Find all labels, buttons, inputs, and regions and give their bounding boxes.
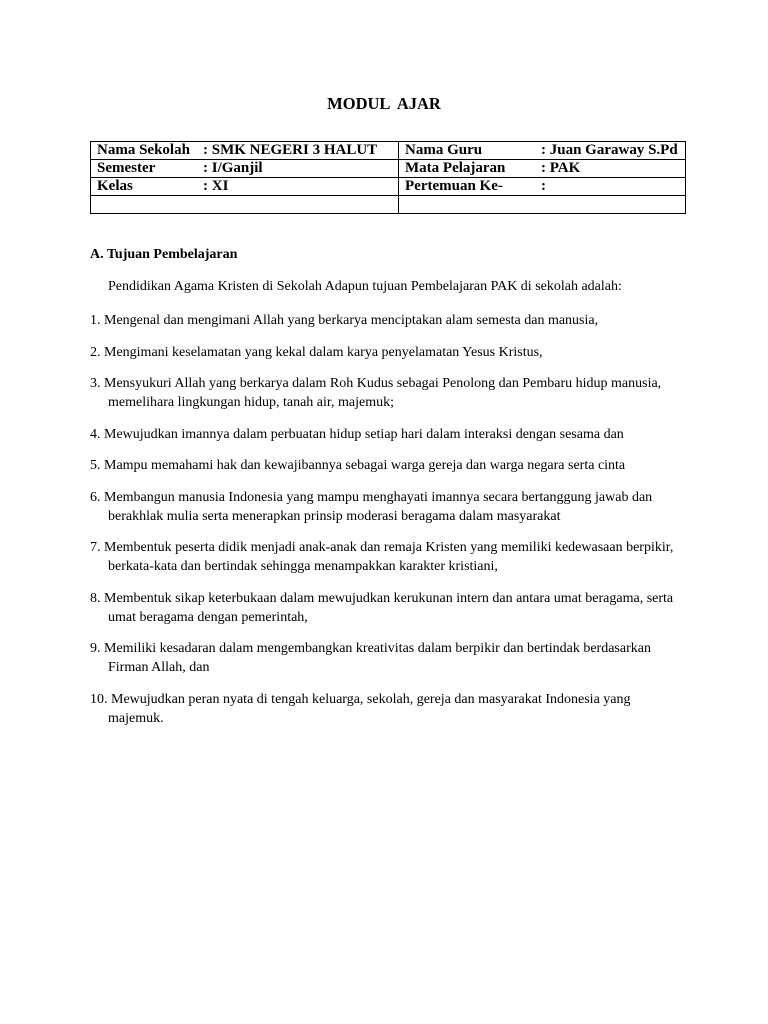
class-value: : XI (203, 178, 229, 194)
empty-cell (399, 196, 686, 214)
table-row (91, 178, 686, 196)
section-intro: Pendidikan Agama Kristen di Sekolah Adapun tujuan Pembelajaran PAK di sekolah adalah: (108, 279, 622, 294)
list-item-continuation: Firman Allah, dan (108, 660, 210, 675)
list-item (90, 311, 677, 330)
meeting-value: : (541, 178, 546, 194)
teacher-name-value: : Juan Garaway S.Pd (541, 142, 678, 158)
table-row (91, 196, 686, 214)
list-item (90, 425, 677, 444)
list-item-line: 5. Mampu memahami hak dan kewajibannya sebagai warga gereja dan warga negara serta cinta (90, 458, 626, 473)
list-item (90, 343, 677, 362)
semester-label: Semester (97, 160, 156, 176)
school-name-label: Nama Sekolah (97, 142, 190, 158)
list-item (90, 589, 677, 627)
subject-label: Mata Pelajaran (405, 160, 506, 176)
list-item (90, 374, 677, 412)
school-name-value: : SMK NEGERI 3 HALUT (203, 142, 378, 158)
list-item (90, 456, 677, 475)
objectives-list (90, 311, 677, 740)
subject-value: : PAK (541, 160, 581, 176)
list-item-line: 4. Mewujudkan imannya dalam perbuatan hidup setiap hari dalam interaksi dengan sesama dan (90, 426, 624, 442)
list-item (90, 538, 677, 576)
list-item-line: 1. Mengenal dan mengimani Allah yang berkarya menciptakan alam semesta dan manusia, (90, 313, 599, 328)
list-item-line: 8. Membentuk sikap keterbukaan dalam mewujudkan kerukunan intern dan antara umat beragama, serta (90, 590, 674, 606)
list-item-line: 3. Mensyukuri Allah yang berkarya dalam Roh Kudus sebagai Penolong dan Pembaru hidup manusia, (90, 376, 662, 391)
empty-cell (91, 196, 399, 214)
list-item-line: 7. Membentuk peserta didik menjadi anak-anak dan remaja Kristen yang memiliki kedewasaan berpikir, (90, 540, 674, 555)
semester-value: : I/Ganjil (203, 160, 263, 176)
section-heading: A. Tujuan Pembelajaran (90, 247, 238, 262)
list-item-line: 2. Mengimani keselamatan yang kekal dalam karya penyelamatan Yesus Kristus, (90, 344, 543, 360)
table-cell (91, 142, 399, 160)
meeting-label: Pertemuan Ke- (405, 178, 503, 194)
list-item (90, 639, 677, 677)
list-item-continuation: majemuk. (108, 710, 164, 726)
table-cell (399, 178, 686, 196)
table-cell (399, 160, 686, 178)
list-item-line: 10. Mewujudkan peran nyata di tengah keluarga, sekolah, gereja dan masyarakat Indonesia yang (90, 691, 631, 707)
list-item-continuation: memelihara lingkungan hidup, tanah air, majemuk; (108, 395, 394, 410)
table-cell (399, 142, 686, 160)
class-label: Kelas (97, 178, 133, 194)
list-item-line: 9. Memiliki kesadaran dalam mengembangkan kreativitas dalam berpikir dan bertindak berdasarkan (90, 641, 651, 656)
table-cell (91, 178, 399, 196)
list-item-continuation: umat beragama dengan pemerintah, (108, 609, 308, 625)
list-item-continuation: berakhlak mulia serta menerapkan prinsip moderasi beragama dalam masyarakat (108, 508, 561, 524)
list-item-line: 6. Membangun manusia Indonesia yang mampu menghayati imannya secara bertanggung jawab dan (90, 489, 653, 505)
list-item (90, 690, 677, 728)
list-item (90, 488, 677, 526)
table-row (91, 160, 686, 178)
list-item-continuation: berkata-kata dan bertindak sehingga menampakkan karakter kristiani, (108, 559, 498, 574)
info-table (90, 141, 686, 214)
table-row (91, 142, 686, 160)
document-title: MODUL AJAR (327, 94, 441, 113)
table-cell (91, 160, 399, 178)
teacher-name-label: Nama Guru (405, 142, 483, 158)
